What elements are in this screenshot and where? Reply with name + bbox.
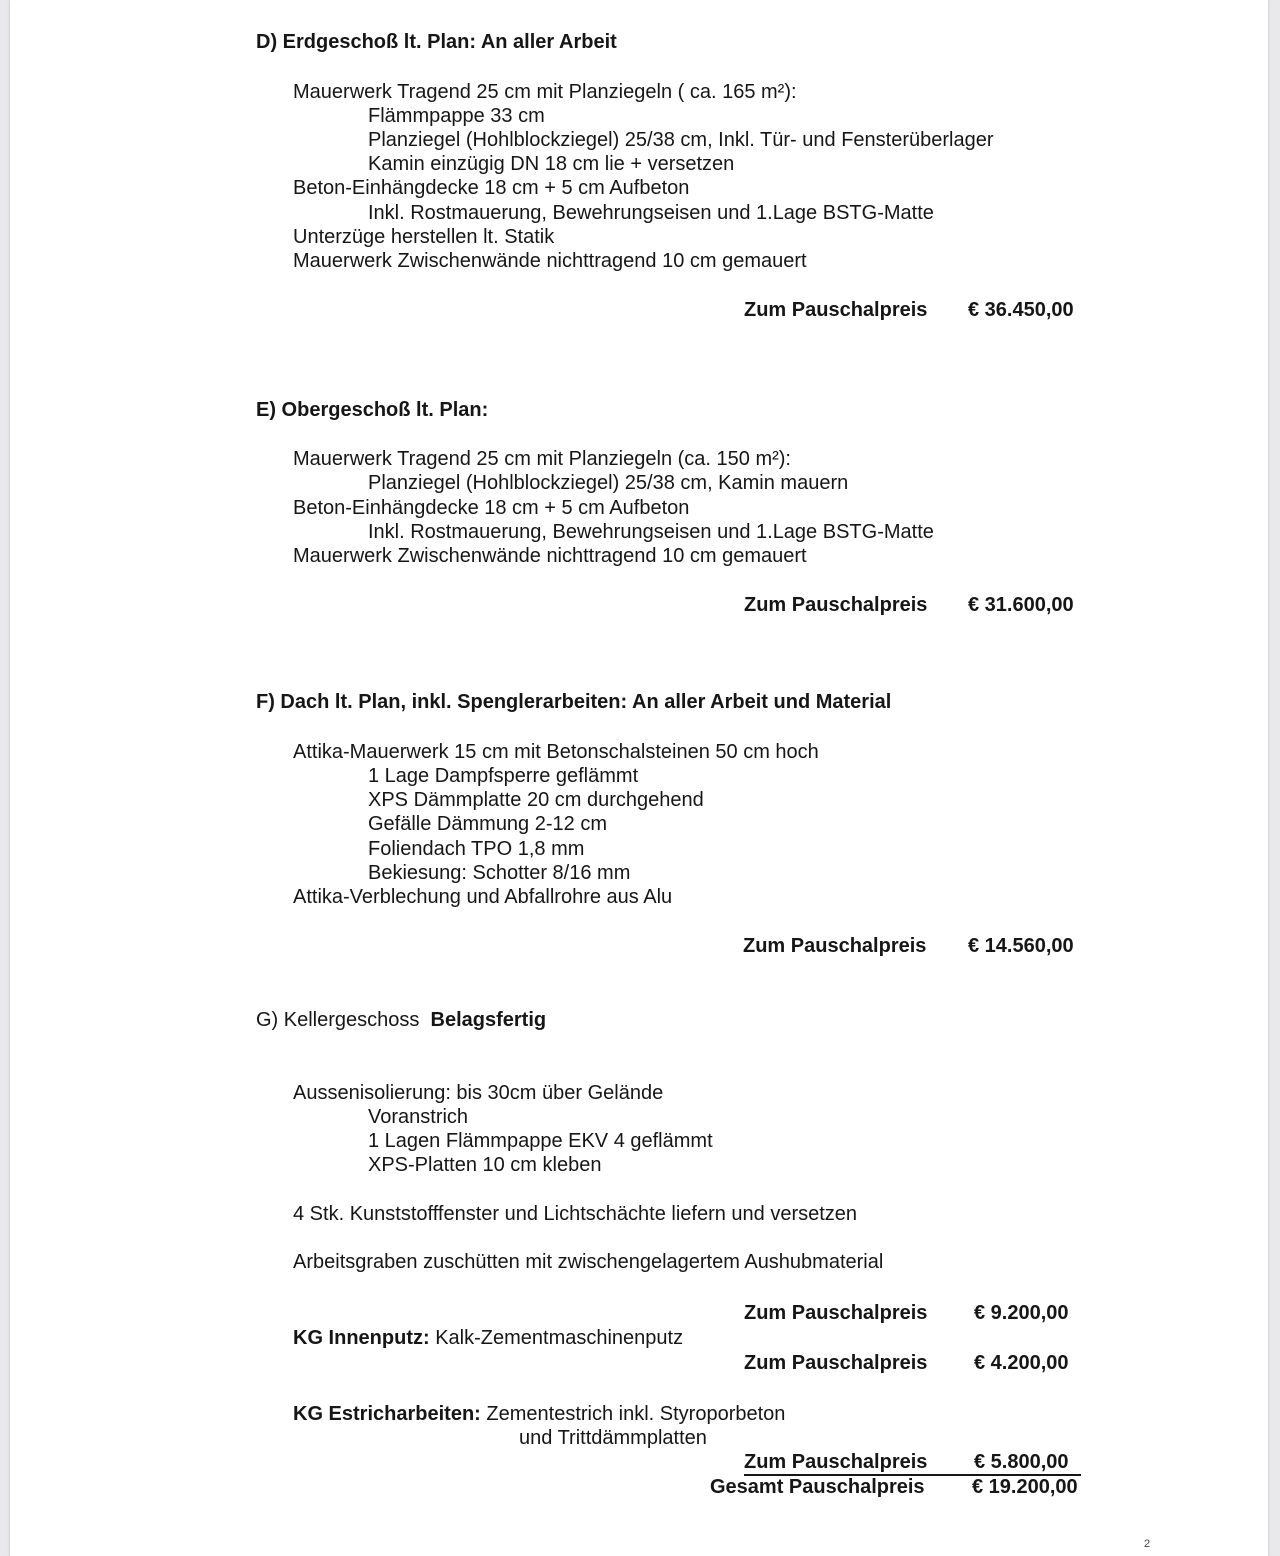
section-g-price2-label: Zum Pauschalpreis: [744, 1352, 928, 1374]
section-g-line: Arbeitsgraben zuschütten mit zwischengelagertem Aushubmaterial: [293, 1251, 884, 1273]
section-f-line: 1 Lage Dampfsperre geflämmt: [368, 765, 639, 787]
section-f-line: Bekiesung: Schotter 8/16 mm: [368, 862, 631, 884]
section-g-price2-value: € 4.200,00: [974, 1352, 1069, 1374]
section-f-heading: F) Dach lt. Plan, inkl. Spenglerarbeiten: An aller Arbeit und Material: [256, 691, 892, 713]
kg-innenputz-line: [293, 1326, 683, 1350]
section-g-line: 4 Stk. Kunststofffenster und Lichtschächte liefern und versetzen: [293, 1203, 858, 1225]
section-d-price-label: Zum Pauschalpreis: [744, 299, 928, 321]
kg-innenputz-label: KG Innenputz:: [293, 1327, 430, 1349]
section-g-price1-value: € 9.200,00: [974, 1302, 1069, 1324]
document-page: [10, 0, 1268, 1556]
section-f-price-label: Zum Pauschalpreis: [743, 935, 927, 957]
section-e-price-value: € 31.600,00: [968, 594, 1074, 616]
section-f-line: Attika-Verblechung und Abfallrohre aus Alu: [293, 886, 673, 908]
section-g-heading-bold: Belagsfertig: [430, 1009, 547, 1031]
total-price-label: Gesamt Pauschalpreis: [710, 1476, 925, 1498]
kg-estrich-text-2: und Trittdämmplatten: [519, 1427, 707, 1449]
section-e-line: Mauerwerk Tragend 25 cm mit Planziegeln (ca. 150 m²):: [293, 448, 791, 470]
section-e-line: Planziegel (Hohlblockziegel) 25/38 cm, Kamin mauern: [368, 472, 849, 494]
section-d-line: Kamin einzügig DN 18 cm lie + versetzen: [368, 153, 735, 175]
kg-innenputz-text: Kalk-Zementmaschinenputz: [435, 1327, 684, 1349]
section-d-line: Planziegel (Hohlblockziegel) 25/38 cm, Inkl. Tür- und Fensterüberlager: [368, 129, 994, 151]
section-g-price3-label: Zum Pauschalpreis: [744, 1451, 928, 1473]
section-e-price-label: Zum Pauschalpreis: [744, 594, 928, 616]
page-number: 2: [1144, 1538, 1151, 1550]
section-g-heading: [256, 1008, 546, 1032]
section-e-line: Mauerwerk Zwischenwände nichttragend 10 cm gemauert: [293, 545, 807, 567]
section-d-line: Unterzüge herstellen lt. Statik: [293, 226, 555, 248]
section-g-heading-prefix: G) Kellergeschoss: [256, 1009, 420, 1031]
kg-estrich-label: KG Estricharbeiten:: [293, 1403, 481, 1425]
section-g-line: XPS-Platten 10 cm kleben: [368, 1154, 602, 1176]
section-f-price-value: € 14.560,00: [968, 935, 1074, 957]
section-d-line: Mauerwerk Zwischenwände nichttragend 10 cm gemauert: [293, 250, 807, 272]
section-f-line: XPS Dämmplatte 20 cm durchgehend: [368, 789, 704, 811]
section-f-line: Attika-Mauerwerk 15 cm mit Betonschalsteinen 50 cm hoch: [293, 741, 819, 763]
section-d-line: Flämmpappe 33 cm: [368, 105, 545, 127]
kg-estrich-line: [293, 1402, 785, 1426]
section-g-line: Voranstrich: [368, 1106, 469, 1128]
section-f-line: Gefälle Dämmung 2-12 cm: [368, 813, 607, 835]
section-d-line: Beton-Einhängdecke 18 cm + 5 cm Aufbeton: [293, 177, 690, 199]
kg-estrich-text: Zementestrich inkl. Styroporbeton: [486, 1403, 786, 1425]
section-g-price1-label: Zum Pauschalpreis: [744, 1302, 928, 1324]
section-g-price3-row: [744, 1450, 1081, 1476]
section-e-heading: E) Obergeschoß lt. Plan:: [256, 399, 489, 421]
section-d-line: Inkl. Rostmauerung, Bewehrungseisen und 1.Lage BSTG-Matte: [368, 202, 934, 224]
section-d-heading: D) Erdgeschoß lt. Plan: An aller Arbeit: [256, 31, 617, 53]
section-e-line: Inkl. Rostmauerung, Bewehrungseisen und 1.Lage BSTG-Matte: [368, 521, 934, 543]
section-d-price-value: € 36.450,00: [968, 299, 1074, 321]
section-d-line: Mauerwerk Tragend 25 cm mit Planziegeln ( ca. 165 m²):: [293, 81, 797, 103]
section-f-line: Foliendach TPO 1,8 mm: [368, 838, 585, 860]
section-g-line: Aussenisolierung: bis 30cm über Gelände: [293, 1082, 664, 1104]
total-price-value: € 19.200,00: [972, 1476, 1078, 1498]
section-e-line: Beton-Einhängdecke 18 cm + 5 cm Aufbeton: [293, 497, 690, 519]
section-g-line: 1 Lagen Flämmpappe EKV 4 geflämmt: [368, 1130, 713, 1152]
section-g-price3-value: € 5.800,00: [974, 1451, 1069, 1473]
